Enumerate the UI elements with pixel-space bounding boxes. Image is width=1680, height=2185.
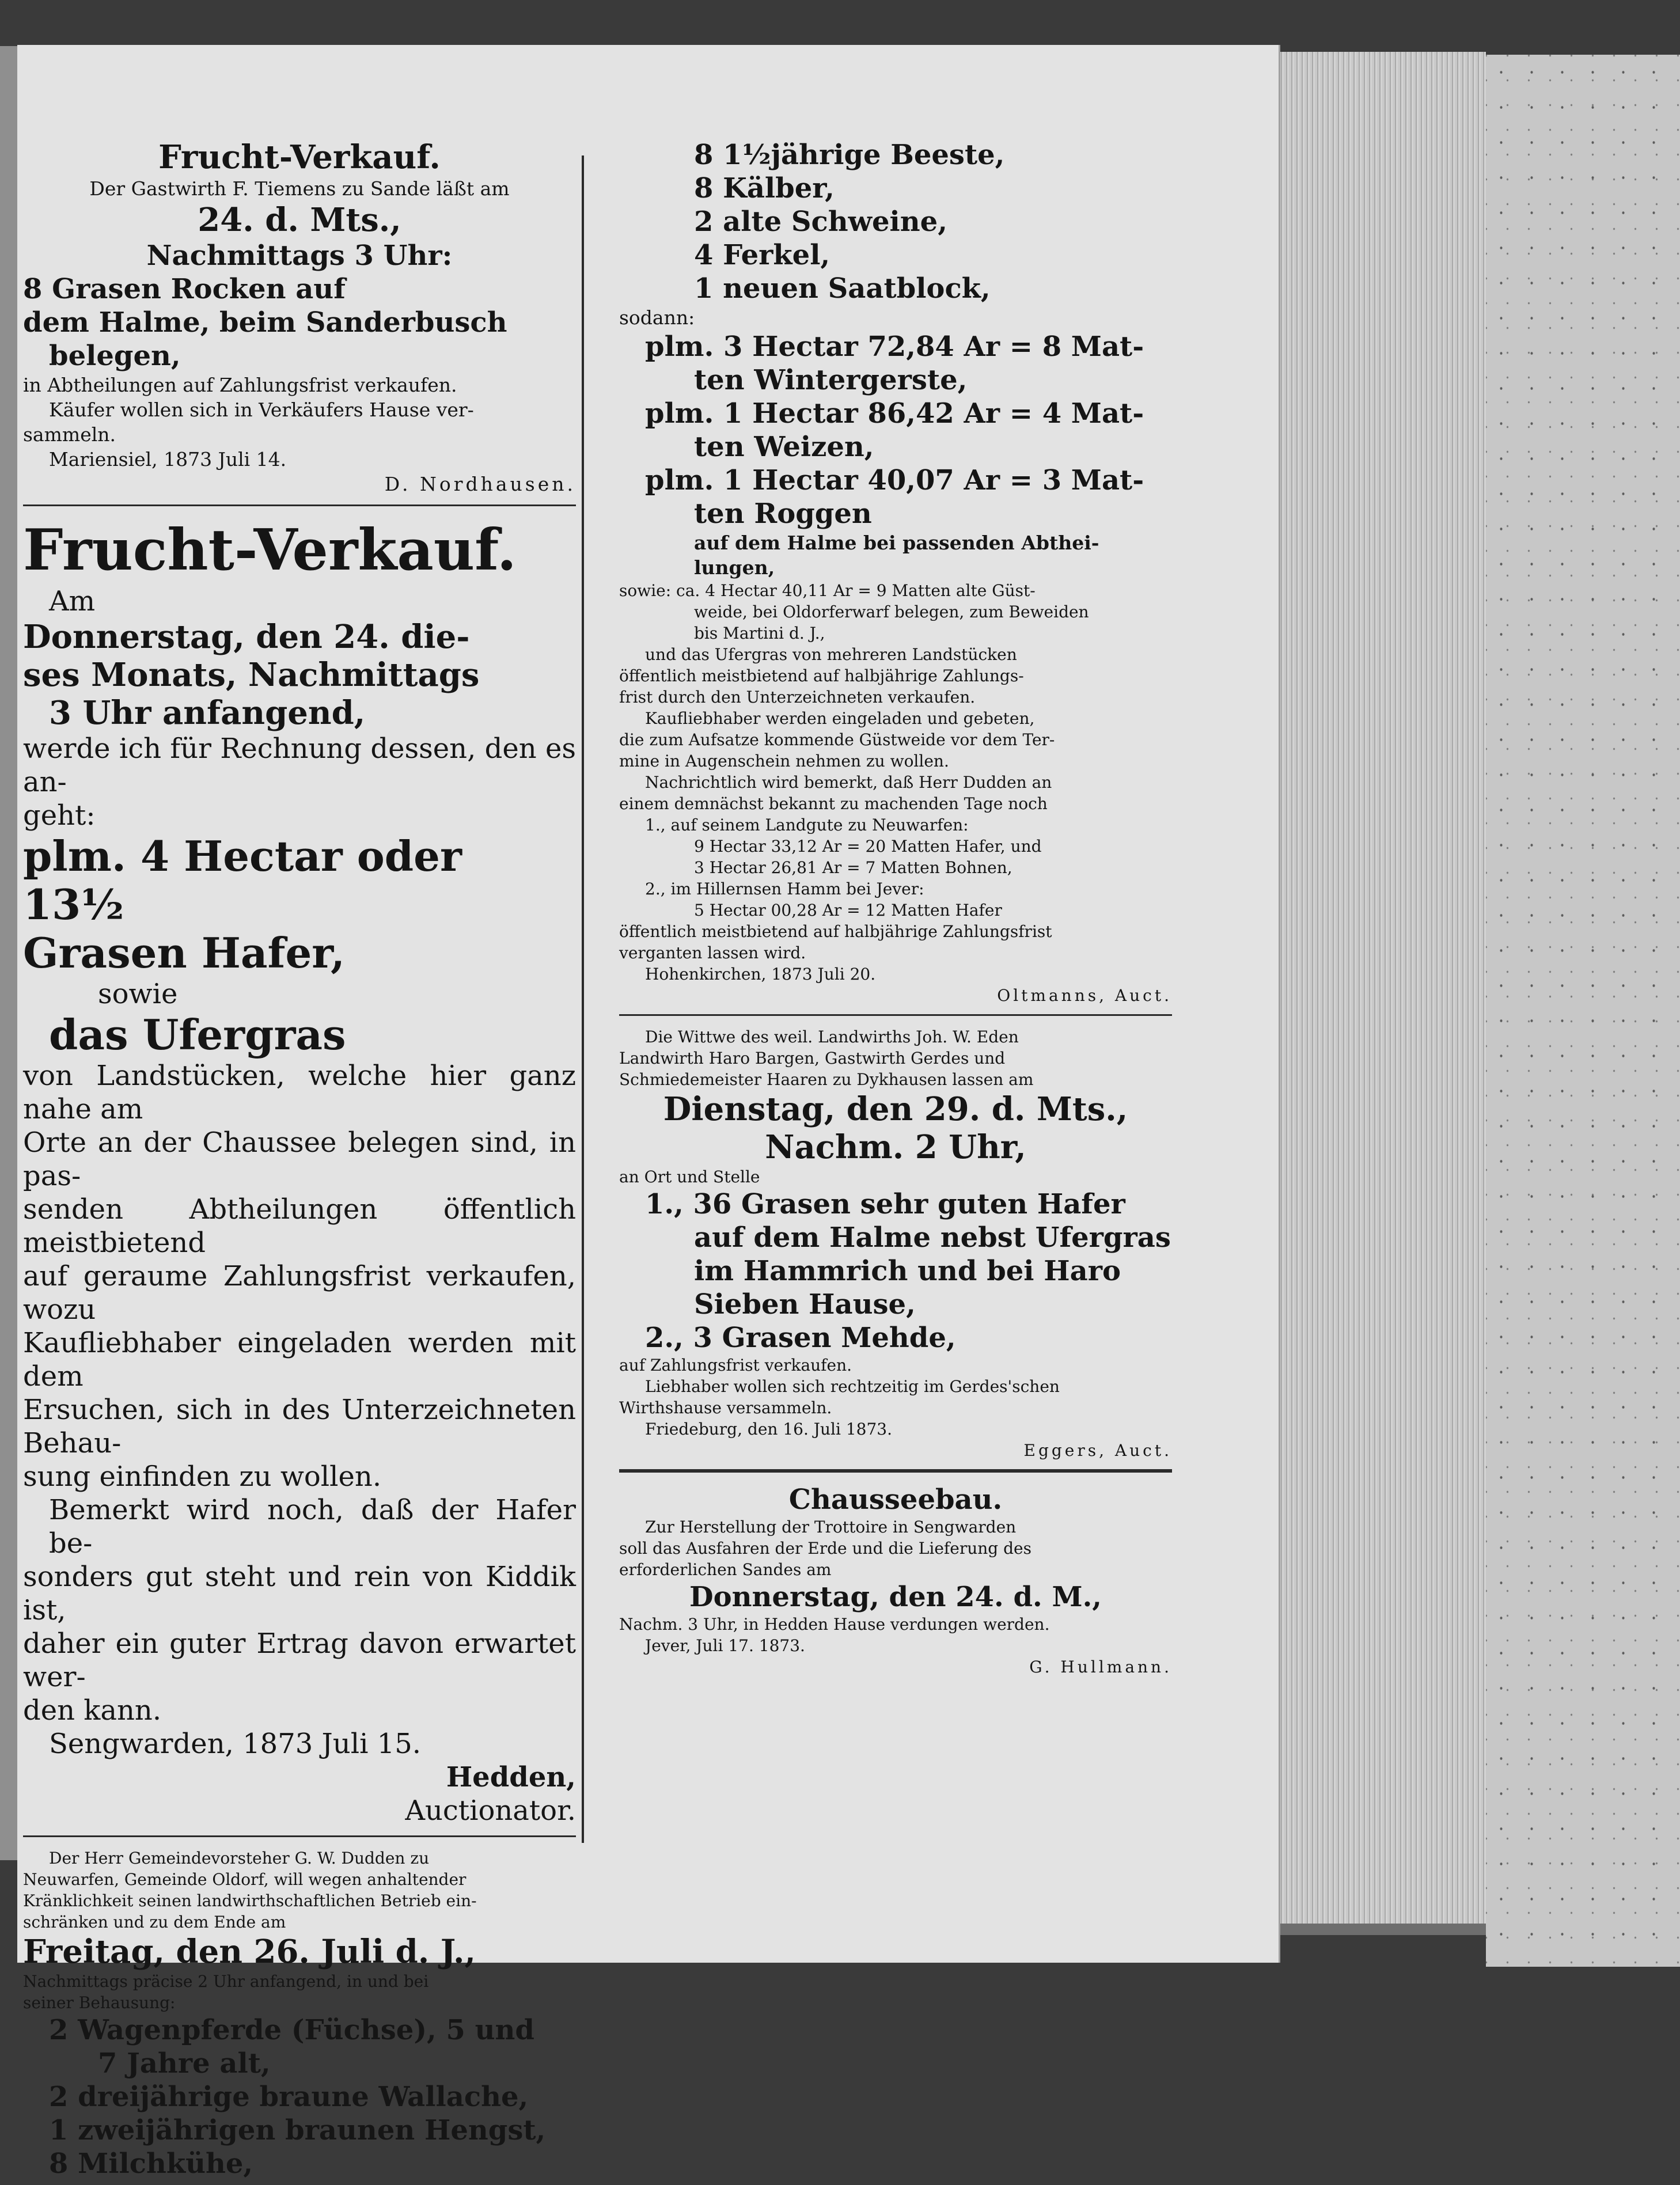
left-page-edge bbox=[0, 46, 17, 1860]
ad-text: weide, bei Oldorferwarf belegen, zum Beweiden bbox=[694, 602, 1089, 621]
ad-item: ten Wintergerste, bbox=[694, 364, 968, 396]
ad-text: soll das Ausfahren der Erde und die Lieferung des bbox=[619, 1539, 1031, 1558]
ad-eden-auction bbox=[619, 1026, 1172, 1461]
ad-text: erforderlichen Sandes am bbox=[619, 1560, 832, 1579]
ad-text: an Ort und Stelle bbox=[619, 1167, 760, 1186]
ad-text: 5 Hectar 00,28 Ar = 12 Matten Hafer bbox=[694, 901, 1002, 920]
ad-chausseebau bbox=[619, 1483, 1172, 1678]
ad-item: auf dem Halme nebst Ufergras bbox=[694, 1222, 1171, 1254]
ad-item: das Ufergras bbox=[49, 1010, 346, 1059]
ad-item: belegen, bbox=[49, 340, 181, 372]
ad-text: frist durch den Unterzeichneten verkaufen. bbox=[619, 688, 976, 707]
ad-item: Grasen Hafer, bbox=[23, 928, 346, 977]
column-divider bbox=[582, 155, 584, 1843]
ad-text: lungen, bbox=[694, 556, 775, 579]
ad-text: sowie bbox=[98, 978, 178, 1010]
ad-signature: Oltmanns, Auct. bbox=[997, 986, 1172, 1005]
ad-signature: G. Hullmann. bbox=[1029, 1657, 1172, 1676]
ad-text: Nachmittags präcise 2 Uhr anfangend, in und bei bbox=[23, 1972, 429, 1991]
ad-date: Dienstag, den 29. d. Mts., bbox=[663, 1090, 1128, 1128]
ad-text: in Abtheilungen auf Zahlungsfrist verkaufen. bbox=[23, 374, 457, 396]
ad-text: sowie: ca. 4 Hectar 40,11 Ar = 9 Matten alte Güst- bbox=[619, 581, 1036, 600]
ad-text: sung einfinden zu wollen. bbox=[23, 1461, 382, 1493]
ad-place-date: Jever, Juli 17. 1873. bbox=[645, 1636, 805, 1655]
ad-text: verganten lassen wird. bbox=[619, 943, 806, 962]
ad-text: Nachm. 3 Uhr, in Hedden Hause verdungen werden. bbox=[619, 1615, 1050, 1634]
ad-date: Donnerstag, den 24. d. M., bbox=[689, 1581, 1102, 1613]
ad-text: seiner Behausung: bbox=[23, 1993, 176, 2012]
ad-text: 2., im Hillernsen Hamm bei Jever: bbox=[645, 879, 924, 898]
ad-text: Neuwarfen, Gemeinde Oldorf, will wegen anhaltender bbox=[23, 1870, 467, 1889]
ad-text: Schmiedemeister Haaren zu Dykhausen lassen am bbox=[619, 1070, 1034, 1089]
ad-text: öffentlich meistbietend auf halbjährige Zahlungsfrist bbox=[619, 922, 1052, 941]
ad-item: dem Halme, beim Sanderbusch bbox=[23, 306, 507, 339]
ad-item: plm. 1 Hectar 40,07 Ar = 3 Mat- bbox=[645, 464, 1144, 496]
ad-text: bis Martini d. J., bbox=[694, 624, 825, 643]
ad-text: Die Wittwe des weil. Landwirths Joh. W. Eden bbox=[645, 1027, 1019, 1046]
ad-text: 9 Hectar 33,12 Ar = 20 Matten Hafer, und bbox=[694, 837, 1042, 856]
ad-frucht-verkauf-tiemens bbox=[23, 138, 576, 496]
ad-separator bbox=[619, 1469, 1172, 1473]
ad-text: öffentlich meistbietend auf halbjährige Zahlungs- bbox=[619, 666, 1024, 685]
ad-text: 1., auf seinem Landgute zu Neuwarfen: bbox=[645, 815, 969, 834]
ad-text: werde ich für Rechnung dessen, den es an- bbox=[23, 733, 576, 798]
ad-text: auf dem Halme bei passenden Abthei- bbox=[694, 532, 1099, 554]
ad-item: 2 alte Schweine, bbox=[694, 206, 947, 238]
ad-signature: Hedden, bbox=[446, 1761, 576, 1793]
ad-text: Liebhaber wollen sich rechtzeitig im Gerdes'schen bbox=[645, 1377, 1060, 1396]
ad-place-date: Sengwarden, 1873 Juli 15. bbox=[49, 1728, 422, 1760]
ad-frucht-verkauf-hedden bbox=[23, 517, 576, 1827]
ad-text: von Landstücken, welche hier ganz nahe am bbox=[23, 1060, 576, 1125]
ad-item: plm. 3 Hectar 72,84 Ar = 8 Mat- bbox=[645, 331, 1144, 363]
ad-time: Nachmittags 3 Uhr: bbox=[146, 240, 453, 272]
ad-place-date: Hohenkirchen, 1873 Juli 20. bbox=[645, 965, 876, 984]
ad-date: ses Monats, Nachmittags bbox=[23, 656, 480, 694]
ad-item: 8 1½jährige Beeste, bbox=[694, 139, 1005, 171]
right-column bbox=[619, 138, 1172, 1682]
book-cover-board bbox=[1486, 55, 1680, 1967]
ad-date: Freitag, den 26. Juli d. J., bbox=[23, 1933, 476, 1971]
ad-place-date: Mariensiel, 1873 Juli 14. bbox=[49, 448, 287, 471]
ad-item: plm. 4 Hectar oder 13½ bbox=[23, 832, 462, 929]
ad-item: ten Weizen, bbox=[694, 431, 874, 463]
ad-date: Donnerstag, den 24. die- bbox=[23, 618, 470, 656]
ad-text: den kann. bbox=[23, 1694, 162, 1727]
ad-item: im Hammrich und bei Haro bbox=[694, 1255, 1121, 1287]
ad-text: Der Herr Gemeindevorsteher G. W. Dudden zu bbox=[49, 1849, 430, 1868]
ad-text: daher ein guter Ertrag davon erwartet wer- bbox=[23, 1628, 576, 1693]
ad-item: ten Roggen bbox=[694, 498, 872, 530]
ad-text: 3 Hectar 26,81 Ar = 7 Matten Bohnen, bbox=[694, 858, 1012, 877]
ad-text: Käufer wollen sich in Verkäufers Hause ver- bbox=[49, 399, 474, 421]
ad-text: die zum Aufsatze kommende Güstweide vor dem Ter- bbox=[619, 730, 1055, 749]
ad-text: Ersuchen, sich in des Unterzeichneten Behau- bbox=[23, 1394, 576, 1459]
ad-item: 1., 36 Grasen sehr guten Hafer bbox=[645, 1188, 1125, 1220]
ad-item: 2 Wagenpferde (Füchse), 5 und bbox=[49, 2014, 534, 2046]
ad-item: 2., 3 Grasen Mehde, bbox=[645, 1322, 956, 1354]
ad-title: Frucht-Verkauf. bbox=[23, 517, 517, 583]
ad-text: Wirthshause versammeln. bbox=[619, 1398, 832, 1417]
ad-text: einem demnächst bekannt zu machenden Tage noch bbox=[619, 794, 1048, 813]
ad-item: 4 Ferkel, bbox=[694, 239, 830, 271]
ad-text: senden Abtheilungen öffentlich meistbietend bbox=[23, 1193, 576, 1259]
ad-signature: Eggers, Auct. bbox=[1023, 1441, 1172, 1460]
ad-text: Kränklichkeit seinen landwirthschaftlichen Betrieb ein- bbox=[23, 1891, 477, 1910]
ad-title: Chausseebau. bbox=[788, 1484, 1003, 1516]
ad-text: Am bbox=[49, 585, 96, 617]
ad-text: geht: bbox=[23, 799, 96, 832]
ad-separator bbox=[23, 504, 576, 506]
ad-signature: D. Nordhausen. bbox=[384, 473, 576, 495]
ad-item: 7 Jahre alt, bbox=[98, 2047, 271, 2080]
ad-dudden-auction bbox=[23, 1848, 576, 2180]
ad-item: 8 Kälber, bbox=[694, 172, 835, 204]
ad-item: 8 Milchkühe, bbox=[49, 2148, 253, 2180]
ad-text: mine in Augenschein nehmen zu wollen. bbox=[619, 752, 949, 771]
ad-separator bbox=[619, 1014, 1172, 1016]
page-stack-edge bbox=[1279, 52, 1486, 1935]
ad-dudden-auction-continued bbox=[619, 138, 1172, 1006]
ad-text: auf Zahlungsfrist verkaufen. bbox=[619, 1356, 852, 1375]
ad-signature-role: Auctionator. bbox=[405, 1795, 576, 1827]
ad-text: auf geraume Zahlungsfrist verkaufen, wozu bbox=[23, 1260, 576, 1326]
ad-item: 1 neuen Saatblock, bbox=[694, 272, 991, 305]
ad-text: Landwirth Haro Bargen, Gastwirth Gerdes und bbox=[619, 1049, 1006, 1068]
ad-text: Nachrichtlich wird bemerkt, daß Herr Dudden an bbox=[645, 773, 1052, 792]
ad-text: Kaufliebhaber eingeladen werden mit dem bbox=[23, 1327, 576, 1393]
ad-place-date: Friedeburg, den 16. Juli 1873. bbox=[645, 1420, 892, 1439]
ad-item: 2 dreijährige braune Wallache, bbox=[49, 2081, 529, 2113]
ad-text: sodann: bbox=[619, 306, 695, 329]
ad-separator bbox=[23, 1835, 576, 1837]
ad-date: 3 Uhr anfangend, bbox=[49, 694, 366, 732]
ad-text: sammeln. bbox=[23, 423, 116, 446]
ad-time: Nachm. 2 Uhr, bbox=[765, 1128, 1026, 1166]
ad-text: Zur Herstellung der Trottoire in Sengwarden bbox=[645, 1518, 1017, 1537]
ad-date: 24. d. Mts., bbox=[198, 201, 401, 239]
ad-title: Frucht-Verkauf. bbox=[158, 138, 441, 176]
ad-text: Kaufliebhaber werden eingeladen und gebeten, bbox=[645, 709, 1035, 728]
ad-item: 1 zweijährigen braunen Hengst, bbox=[49, 2114, 546, 2146]
ad-item: plm. 1 Hectar 86,42 Ar = 4 Mat- bbox=[645, 397, 1144, 430]
ad-text: Orte an der Chaussee belegen sind, in pas- bbox=[23, 1126, 576, 1192]
ad-item: Sieben Hause, bbox=[694, 1288, 916, 1321]
ad-text: sonders gut steht und rein von Kiddik ist, bbox=[23, 1561, 576, 1626]
left-column bbox=[23, 138, 576, 2185]
ad-text: schränken und zu dem Ende am bbox=[23, 1913, 286, 1932]
ad-text: Bemerkt wird noch, daß der Hafer be- bbox=[49, 1494, 576, 1560]
ad-item: 8 Grasen Rocken auf bbox=[23, 273, 346, 305]
ad-text: und das Ufergras von mehreren Landstücken bbox=[645, 645, 1017, 664]
ad-text: Der Gastwirth F. Tiemens zu Sande läßt am bbox=[89, 177, 510, 200]
